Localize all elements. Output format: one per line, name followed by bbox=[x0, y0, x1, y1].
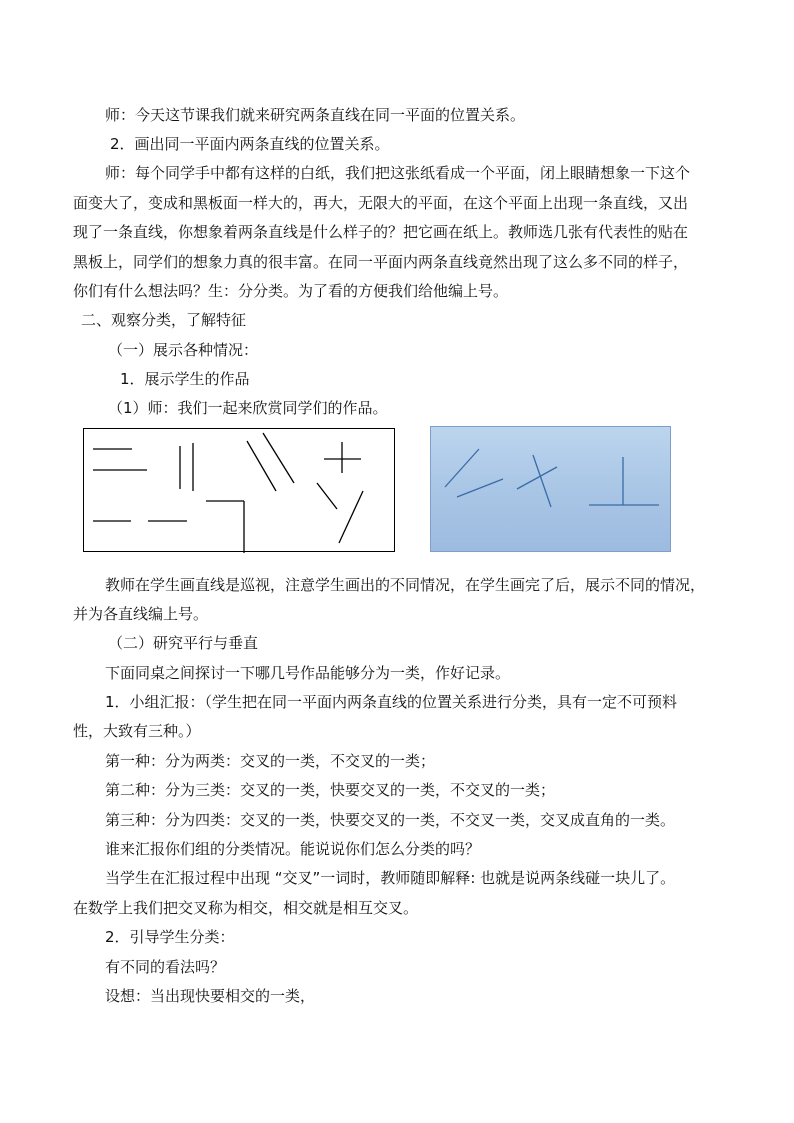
drawn-line bbox=[339, 491, 363, 543]
paragraph-line: 你们有什么想法吗？生：分分类。为了看的方便我们给他编上号。 bbox=[73, 282, 509, 300]
paragraph-line: 谁来汇报你们组的分类情况。能说说你们怎么分类的吗？ bbox=[105, 840, 481, 858]
paragraph-line: 2．引导学生分类： bbox=[105, 928, 235, 946]
paragraph-line: 2．画出同一平面内两条直线的位置关系。 bbox=[110, 135, 390, 153]
paragraph-line: 第二种：分为三类：交叉的一类，快要交叉的一类，不交叉的一类； bbox=[105, 781, 556, 799]
blue-lines-figure bbox=[430, 426, 671, 552]
paragraph-line: 性，大致有三种。） bbox=[73, 722, 201, 740]
paragraph-line: 下面同桌之间探讨一下哪几号作品能够分为一类，作好记录。 bbox=[105, 664, 511, 682]
drawn-line bbox=[317, 483, 337, 509]
line-drawings bbox=[84, 429, 396, 553]
paragraph-line: 1．展示学生的作品 bbox=[120, 370, 250, 388]
subsection-heading: （二）研究平行与垂直 bbox=[108, 634, 259, 652]
section-heading: 二、观察分类，了解特征 bbox=[81, 311, 247, 329]
paragraph-line: 设想：当出现快要相交的一类， bbox=[105, 987, 316, 1005]
blue-line bbox=[457, 479, 503, 497]
paragraph-line: 第三种：分为四类：交叉的一类，快要交叉的一类，不交叉一类，交叉成直角的一类。 bbox=[105, 811, 676, 829]
paragraph-line: 并为各直线编上号。 bbox=[73, 605, 209, 623]
blue-line bbox=[533, 455, 551, 507]
paragraph-line: （1）师：我们一起来欣赏同学们的作品。 bbox=[108, 399, 388, 417]
paragraph-line: 师：每个同学手中都有这样的白纸，我们把这张纸看成一个平面，闭上眼睛想象一下这个 bbox=[105, 164, 691, 182]
paragraph-line: 面变大了，变成和黑板面一样大的，再大，无限大的平面，在这个平面上出现一条直线，又出 bbox=[73, 194, 689, 212]
student-drawings-figure bbox=[83, 428, 395, 552]
paragraph-line: 1．小组汇报：（学生把在同一平面内两条直线的位置关系进行分类，具有一定不可预料 bbox=[105, 693, 678, 711]
paragraph-line: 第一种：分为两类：交叉的一类，不交叉的一类； bbox=[105, 752, 436, 770]
subsection-heading: （一）展示各种情况： bbox=[108, 341, 259, 359]
paragraph-line: 黑板上，同学们的想象力真的很丰富。在同一平面内两条直线竟然出现了这么多不同的样子， bbox=[73, 253, 689, 271]
blue-line-drawings bbox=[431, 427, 672, 553]
blue-line bbox=[445, 449, 479, 487]
paragraph-line: 有不同的看法吗？ bbox=[105, 958, 226, 976]
paragraph-line: 在数学上我们把交叉称为相交，相交就是相互交叉。 bbox=[73, 899, 419, 917]
drawn-line bbox=[247, 441, 276, 491]
paragraph-line: 师：今天这节课我们就来研究两条直线在同一平面的位置关系。 bbox=[105, 106, 526, 124]
blue-line bbox=[517, 467, 557, 489]
paragraph-line: 教师在学生画直线是巡视，注意学生画出的不同情况，在学生画完了后，展示不同的情况， bbox=[105, 576, 706, 594]
paragraph-line: 现了一条直线，你想象着两条直线是什么样子的？把它画在纸上。教师选几张有代表性的贴在 bbox=[73, 223, 689, 241]
paragraph-line: 当学生在汇报过程中出现 “交叉”一词时，教师随即解释: 也就是说两条线碰一块儿了。 bbox=[105, 869, 676, 887]
